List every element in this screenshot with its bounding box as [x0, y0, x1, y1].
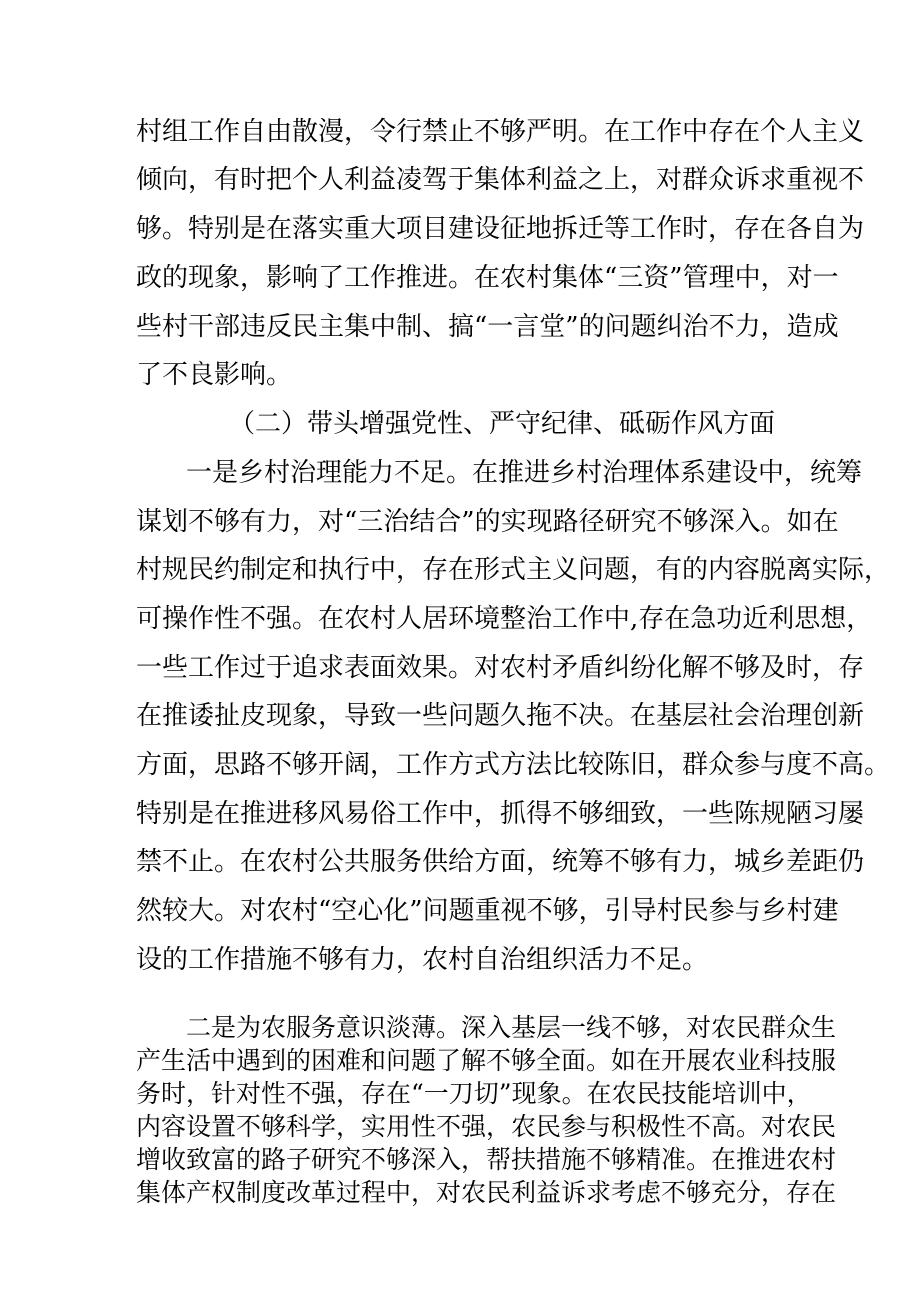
text-line: 设的工作措施不够有力，农村自治组织活力不足。 [136, 945, 709, 975]
text-line: 务时，针对性不强，存在“一刀切”现象。在农民技能培训中， [136, 1079, 812, 1108]
text-line: 村规民约制定和执行中，存在形式主义问题，有的内容脱离实际， [136, 555, 891, 585]
text-line: 产生活中遇到的困难和问题了解不够全面。如在开展农业科技服 [136, 1046, 837, 1075]
text-line: 内容设置不够科学，实用性不强，农民参与积极性不高。对农民 [136, 1112, 837, 1141]
text-line: 方面，思路不够开阔，工作方式方法比较陈旧，群众参与度不高。 [136, 750, 891, 780]
text-line: 可操作性不强。在农村人居环境整治工作中,存在急功近利思想， [136, 604, 873, 634]
paragraph-first-line: 一是乡村治理能力不足。在推进乡村治理体系建设中，统筹 [186, 458, 863, 488]
text-line: 政的现象，影响了工作推进。在农村集体“三资”管理中，对一 [136, 263, 839, 293]
text-line: 些村干部违反民主集中制、搞“一言堂”的问题纠治不力，造成 [136, 312, 839, 342]
text-line: 集体产权制度改革过程中，对农民利益诉求考虑不够充分，存在 [136, 1178, 837, 1207]
text-line: 村组工作自由散漫，令行禁止不够严明。在工作中存在个人主义 [136, 117, 865, 147]
text-line: 增收致富的路子研究不够深入，帮扶措施不够精准。在推进农村 [136, 1145, 837, 1174]
section-heading: （二）带头增强党性、严守纪律、砥砺作风方面 [229, 409, 776, 439]
text-line: 谋划不够有力，对“三治结合”的实现路径研究不够深入。如在 [136, 507, 839, 537]
paragraph-first-line: 二是为农服务意识淡薄。深入基层一线不够，对农民群众生 [186, 1013, 837, 1042]
text-line: 一些工作过于追求表面效果。对农村矛盾纠纷化解不够及时，存 [136, 653, 865, 683]
text-line: 倾向，有时把个人利益凌驾于集体利益之上，对群众诉求重视不 [136, 165, 865, 195]
text-line: 了不良影响。 [136, 360, 293, 390]
text-line: 然较大。对农村“空心化”问题重视不够，引导村民参与乡村建 [136, 896, 839, 926]
text-line: 禁不止。在农村公共服务供给方面，统筹不够有力，城乡差距仍 [136, 847, 865, 877]
text-line: 在推诿扯皮现象，导致一些问题久拖不决。在基层社会治理创新 [136, 701, 865, 731]
text-line: 够。特别是在落实重大项目建设征地拆迁等工作时，存在各自为 [136, 214, 865, 244]
text-line: 特别是在推进移风易俗工作中，抓得不够细致，一些陈规陋习屡 [136, 799, 865, 829]
